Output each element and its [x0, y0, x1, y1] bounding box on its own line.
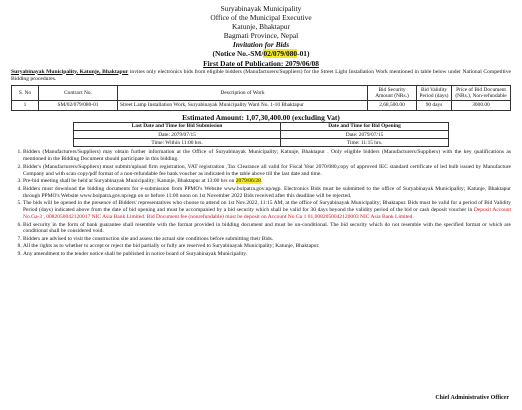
list-item: 4. Bidders must download the bidding documents for e-submission from PPMO's Website www.bolpatra.gov.np/egp. Electronics Bids must be submitted to the office of Suryabinayak Municipality; Katunje, Bhaktapur through PPMO's Website www.bolpatra.gov.np/egp on or before 11:00 noon on 1st November 2022 Bids received after this deadline will be rejected.	[23, 186, 511, 200]
opening-header: Date and Time for Bid Opening	[281, 122, 449, 130]
estimated-amount: Estimated Amount: 1,07,30,400.00 (excluding Vat)	[182, 112, 340, 122]
prebid-date-highlight: 2079/06/28	[235, 178, 261, 185]
col-contract: Contract No.	[39, 85, 118, 101]
invitation-title: Invitation for Bids	[232, 40, 290, 50]
list-item: 8. All the rights as to whether to accept or reject the bid partially or fully are reserved to Suryabinayak Municipality; Katunje, Bhaktapur.	[23, 243, 511, 250]
conditions-list	[11, 149, 511, 257]
submission-time: Time: Within 11:00 hrs.	[74, 139, 281, 147]
municipality-name: Suryabinayak Municipality	[220, 4, 302, 13]
deposit-account-text: Deposit Account No.Ga-3 , 0082050042120017 NIC Asia Bank Limited. Bid Document fee (nonrefundable) must be deposit on Account No Ga 1 01,0082050042120003 NIC Asia Bank Limited.	[23, 207, 511, 221]
col-price: Price of Bid Document (NRs.), Non-refundable	[452, 85, 511, 101]
notice-number-highlight: 02/079/080	[263, 49, 298, 59]
list-item: 6. Bid security in the form of bank guarantee shall resemble with the format provided in bidding document and must be un-conditional. The bid security which do not resemble with the specified format or which are conditional shall be considered void.	[23, 222, 511, 236]
notice-number: (Notice No.-SM/02/079/080-01)	[212, 49, 310, 59]
list-item: 9. Any amendment to the tender notice shall be published in notice board of Suryabinayak Municipality.	[23, 251, 511, 258]
office-name: Office of the Municipal Executive	[210, 13, 312, 23]
notice-header	[11, 4, 511, 68]
submission-header: Last Date and Time for Bid Submission	[74, 122, 281, 130]
signature-title: Chief Administrative Officer	[435, 395, 509, 401]
opening-date: Date: 2079/07/15	[281, 131, 449, 139]
publication-date: First Date of Publication: 2079/06/08	[203, 58, 319, 68]
dates-table	[73, 122, 449, 148]
intro-organization: Suryabinayak Municipality, Katunje, Bhaktapur	[11, 68, 129, 75]
submission-date: Date: 2079/07/15	[74, 131, 281, 139]
list-item: 2. Bidder's (Manufacturers/Suppliers) must submit/upload firm registration, VAT registration ,Tax Clearance all valid for Fiscal Year 2070/080,copy of approved IEC standard certificate of led bulb issued by Manufacture Company and with scan copy/pdf format of a non-refundable fee bank voucher as indicated in the table above till the last date and time.	[23, 164, 511, 178]
col-validity: Bid Validity Period (days)	[417, 85, 452, 101]
office-location: Katunje, Bhaktapur	[232, 22, 290, 32]
province: Bagmati Province, Nepal	[223, 31, 299, 41]
list-item: 5. The bids will be opened in the presence of Bidders' representatives who choose to attend on 1st Nov.2022, 11:15 AM, at the office of Suryabinayak Municipality; Bhaktapur. Bids must be valid for a period of Bid Validity Period (days) indicated above from the date of bid opening and must be accompanied by a bid security which shall be valid for 30 days beyond the validity period of the bid or cash deposit voucher in Deposit Account No.Ga-3 , 0082050042120017 NIC Asia Bank Limited. Bid Document fee (nonrefundable) must be deposit on Account No Ga 1 01,0082050042120003 NIC Asia Bank Limited.	[23, 200, 511, 221]
list-item: 3. Pre-bid meeting shall be held at Suryabinayak Municipality; Katunje, Bhaktapur at 13:00 hrs on 2079/06/28.	[23, 178, 511, 185]
list-item: 7. Bidders are advised to visit the construction site and assess the actual site conditions before submitting their Bids.	[23, 236, 511, 243]
col-bid-security: Bid Security Amount (NRs.)	[368, 85, 417, 101]
list-item: 1. Bidders (Manufacturers/Suppliers) may obtain further information at the Office of Suryabinayak Municipality; Katunje, Bhaktapur . Only eligible bidders (Manufacturers/Suppliers) with the key qualifications as mentioned in the Bidding Document should participate in this bidding.	[23, 149, 511, 163]
intro-text: invites only electronics bids from eligible bidders (Manufacturers/Suppliers) for the Street Light Installation Work mentioned in table below under National Competitive Bidding procedures.	[11, 68, 511, 82]
opening-time: Time: 11:15 hrs.	[281, 139, 449, 147]
col-description: Description of Work	[118, 85, 368, 101]
works-table-header	[12, 85, 511, 101]
col-sno: S. No	[12, 85, 39, 101]
works-table	[11, 85, 511, 111]
intro-paragraph	[11, 69, 511, 83]
table-row: 1 SM/02/079/080-01 Street Lamp Installation Work, Suryabinayak Municipality Ward No. 1-10 Bhaktapur 2,68,500.00 90 days 3000.00	[12, 101, 511, 110]
